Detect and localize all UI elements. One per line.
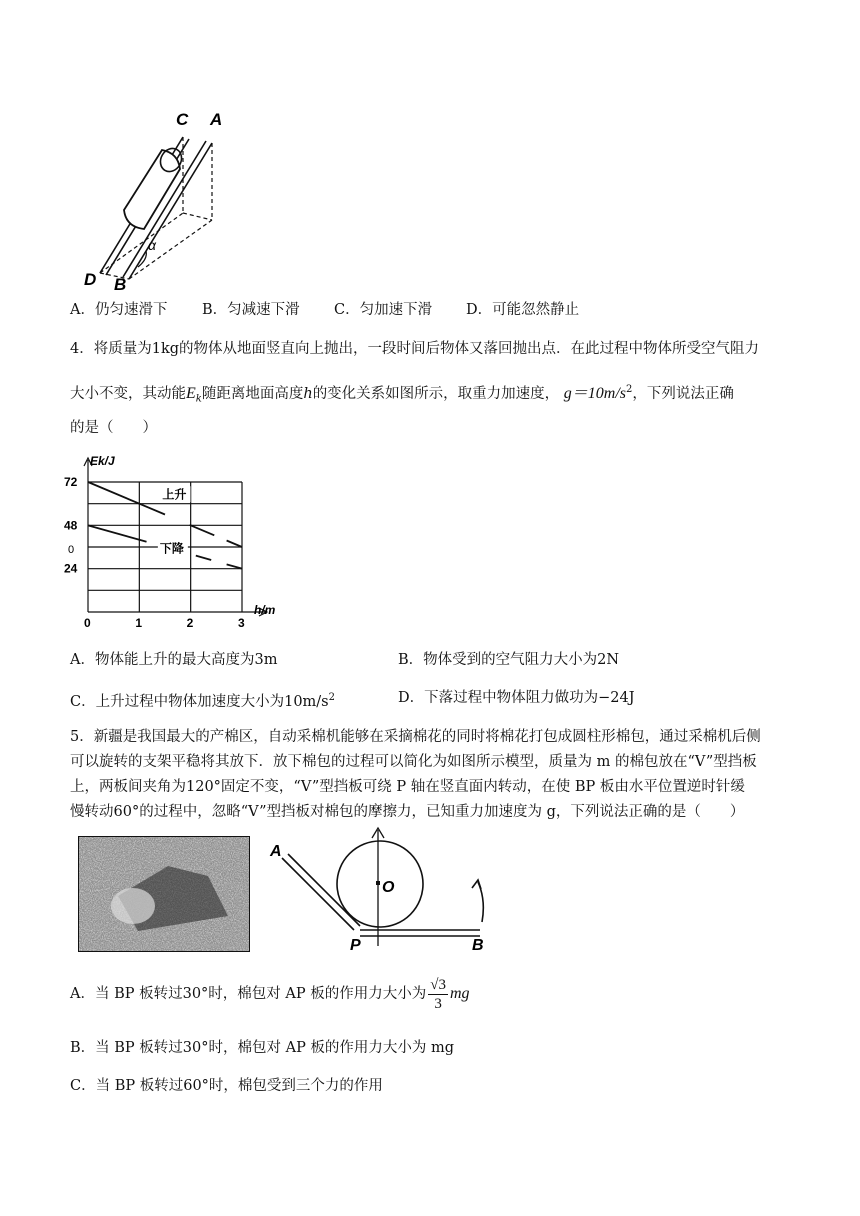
q4-series-line: [88, 482, 165, 515]
q4-series-line: [227, 564, 242, 568]
q5-label-p: P: [350, 937, 361, 954]
q4-ylabel: Ek/J: [90, 454, 115, 468]
q4-y-tick: 48: [64, 518, 78, 533]
q4-x-tick: 1: [135, 616, 143, 630]
q4-x-tick: 0: [84, 616, 91, 630]
q4-series-label: 下降: [159, 541, 184, 556]
q4-y-mark: 0: [68, 544, 75, 556]
q5-stem-line2: 可以旋转的支架平稳将其放下．放下棉包的过程可以简化为如图所示模型，质量为 m 的棉包放在“V”型挡板: [70, 754, 757, 770]
q3-option-c: C．匀加速下滑: [334, 302, 433, 318]
q4-y-tick: 24: [64, 561, 78, 576]
q4-y-tick: 72: [64, 475, 78, 489]
q4-series-line: [88, 525, 147, 541]
q4-series-line: [227, 541, 242, 548]
q4-x-tick: 3: [238, 616, 245, 630]
q5-label-o: O: [382, 879, 395, 896]
q5-harvester-photo: [78, 836, 250, 952]
q4-series-line: [196, 556, 211, 560]
q4-xlabel: h/m: [254, 603, 276, 617]
q3-label-d: D: [84, 270, 97, 289]
q4-stem-line2: 大小不变，其动能$E_k$随距离地面高度h的变化关系如图所示，取重力加速度， $g=10m/s^2$，下列说法正确: [70, 384, 734, 405]
q4-series-line: [190, 525, 215, 535]
q4-stem-line3: 的是（ ）: [70, 420, 157, 436]
q3-option-d: D．可能忽然静止: [466, 302, 580, 318]
q4-grid: [84, 458, 267, 616]
q5-stem-line3: 上，两板间夹角为120°固定不变，“V”型挡板可绕 P 轴在竖直面内转动，在使 BP 板由水平位置逆时针缓: [70, 779, 745, 795]
q4-option-b: B．物体受到的空气阻力大小为2N: [398, 652, 620, 668]
q4-series-label: 上升: [162, 487, 187, 502]
q5-option-a: A．当 BP 板转过30°时，棉包对 AP 板的作用力大小为 $\frac{√3}{3}$ mg: [70, 976, 470, 1012]
q3-option-a: A．仍匀速滑下: [70, 302, 168, 318]
q5-option-c: C．当 BP 板转过60°时，棉包受到三个力的作用: [70, 1078, 383, 1094]
q5-label-a: A: [270, 843, 282, 860]
q3-label-alpha: α: [148, 237, 156, 253]
q3-label-c: C: [176, 110, 189, 129]
q4-option-a: A．物体能上升的最大高度为3m: [70, 652, 278, 668]
q3-label-b: B: [114, 275, 127, 294]
q4-stem-line1: 4．将质量为1kg的物体从地面竖直向上抛出，一段时间后物体又落回抛出点．在此过程中物体所受空气阻力: [70, 341, 760, 357]
q3-figure: [78, 105, 248, 295]
q5-option-b: B．当 BP 板转过30°时，棉包对 AP 板的作用力大小为 mg: [70, 1040, 455, 1056]
q5-stem-line1: 5．新疆是我国最大的产棉区，自动采棉机能够在采摘棉花的同时将棉花打包成圆柱形棉包，通过采棉机后侧: [70, 729, 761, 745]
q5-label-b: B: [472, 937, 484, 954]
q3-label-a: A: [210, 110, 223, 129]
q4-option-d: D．下落过程中物体阻力做功为−24J: [398, 690, 635, 706]
q5-diagram: [268, 826, 498, 956]
q4-option-c: C．上升过程中物体加速度大小为$10m/s^2$: [70, 692, 335, 710]
q3-option-b: B．匀减速下滑: [202, 302, 300, 318]
q4-chart: [62, 452, 292, 632]
q5-stem-line4: 慢转动60°的过程中，忽略“V”型挡板对棉包的摩擦力，已知重力加速度为 g，下列说法正确的是（ ）: [70, 804, 745, 820]
q4-x-tick: 2: [186, 616, 194, 630]
